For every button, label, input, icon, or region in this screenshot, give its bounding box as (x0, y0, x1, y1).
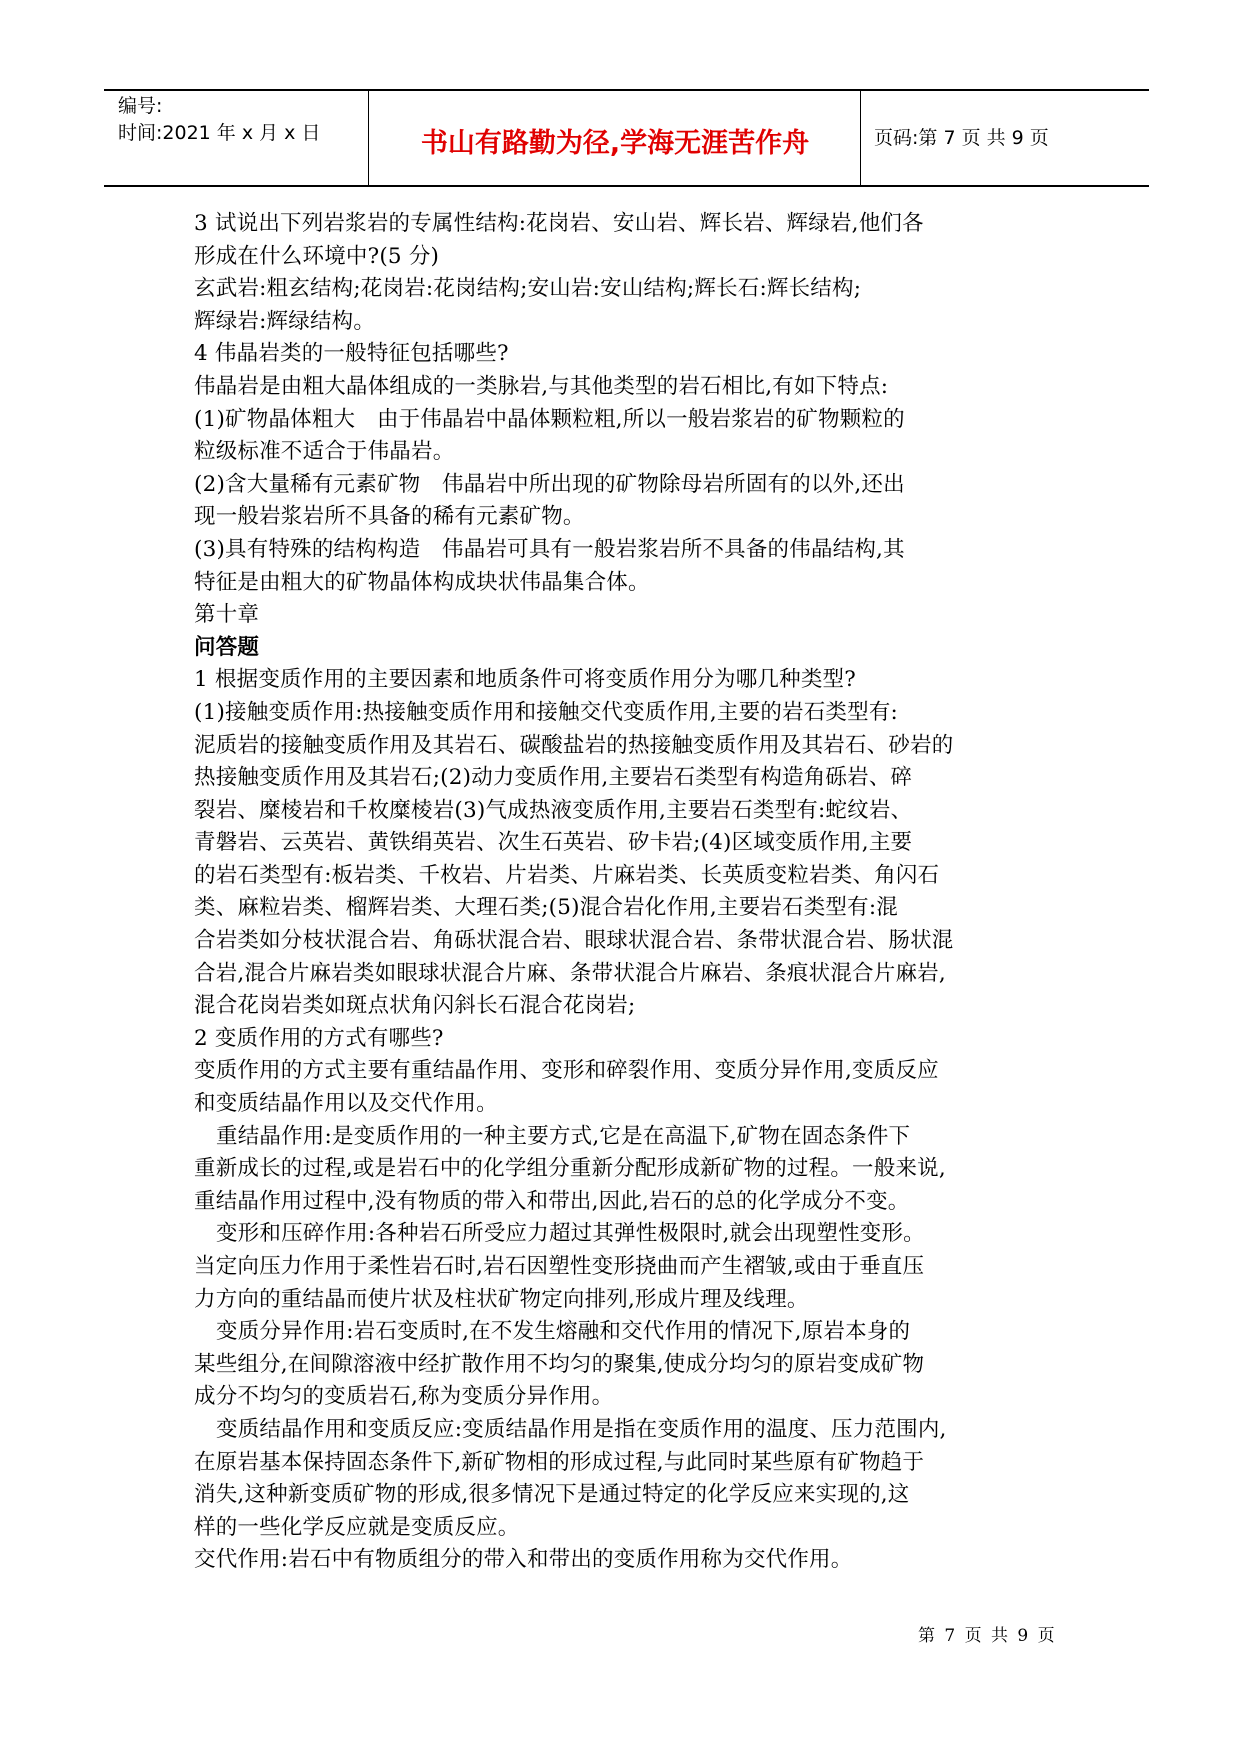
body-line: 特征是由粗大的矿物晶体构成块状伟晶集合体。 (194, 569, 650, 595)
body-line: 成分不均匀的变质岩石,称为变质分异作用。 (194, 1384, 614, 1410)
body-line: 合岩,混合片麻岩类如眼球状混合片麻、条带状混合片麻岩、条痕状混合片麻岩, (194, 960, 946, 986)
body-line: 热接触变质作用及其岩石;(2)动力变质作用,主要岩石类型有构造角砾岩、碎 (194, 765, 913, 791)
question-heading: 4 伟晶岩类的一般特征包括哪些? (194, 341, 509, 367)
body-line: 变形和压碎作用:各种岩石所受应力超过其弹性极限时,就会出现塑性变形。 (216, 1221, 925, 1247)
question-heading: 1 根据变质作用的主要因素和地质条件可将变质作用分为哪几种类型? (194, 667, 856, 693)
body-line: 辉绿岩:辉绿结构。 (194, 308, 376, 334)
header-motto-cell (370, 91, 861, 185)
body-line: 重结晶作用过程中,没有物质的带入和带出,因此,岩石的总的化学成分不变。 (194, 1188, 910, 1214)
header-page-cell (862, 91, 1149, 185)
document-number-label: 编号: (118, 95, 163, 117)
body-line: (3)具有特殊的结构构造 伟晶岩可具有一般岩浆岩所不具备的伟晶结构,其 (194, 536, 905, 562)
body-line: 3 试说出下列岩浆岩的专属性结构:花岗岩、安山岩、辉长岩、辉绿岩,他们各 (194, 211, 924, 236)
body-line: 的岩石类型有:板岩类、千枚岩、片岩类、片麻岩类、长英质变粒岩类、角闪石 (194, 862, 940, 888)
body-line: 混合花岗岩类如斑点状角闪斜长石混合花岗岩; (194, 993, 636, 1019)
body-line: 现一般岩浆岩所不具备的稀有元素矿物。 (194, 504, 585, 530)
body-line: 类、麻粒岩类、榴辉岩类、大理石类;(5)混合岩化作用,主要岩石类型有:混 (194, 895, 898, 921)
page-header (104, 89, 1149, 187)
body-line: 样的一些化学反应就是变质反应。 (194, 1514, 520, 1540)
body-line: 某些组分,在间隙溶液中经扩散作用不均匀的聚集,使成分均匀的原岩变成矿物 (194, 1351, 925, 1377)
body-line: 青磐岩、云英岩、黄铁绢英岩、次生石英岩、矽卡岩;(4)区域变质作用,主要 (194, 830, 913, 856)
body-line: (1)接触变质作用:热接触变质作用和接触交代变质作用,主要的岩石类型有: (194, 699, 898, 725)
body-line: 裂岩、糜棱岩和千枚糜棱岩(3)气成热液变质作用,主要岩石类型有:蛇纹岩、 (194, 797, 913, 823)
body-line: 力方向的重结晶而使片状及柱状矿物定向排列,形成片理及线理。 (194, 1286, 809, 1312)
body-line: 重新成长的过程,或是岩石中的化学组分重新分配形成新矿物的过程。一般来说, (194, 1156, 946, 1182)
body-line: 变质结晶作用和变质反应:变质结晶作用是指在变质作用的温度、压力范围内, (216, 1416, 947, 1442)
document-body (194, 208, 1064, 1577)
header-motto: 书山有路勤为径,学海无涯苦作舟 (420, 128, 810, 159)
body-line: 形成在什么环境中?(5 分) (194, 243, 440, 269)
body-line: 和变质结晶作用以及交代作用。 (194, 1091, 498, 1117)
body-line: 交代作用:岩石中有物质组分的带入和带出的变质作用称为交代作用。 (194, 1547, 853, 1573)
body-line: 当定向压力作用于柔性岩石时,岩石因塑性变形挠曲而产生褶皱,或由于垂直压 (194, 1254, 925, 1279)
body-line: (1)矿物晶体粗大 由于伟晶岩中晶体颗粒粗,所以一般岩浆岩的矿物颗粒的 (194, 406, 905, 432)
body-line: 变质分异作用:岩石变质时,在不发生熔融和交代作用的情况下,原岩本身的 (216, 1319, 911, 1345)
body-line: 在原岩基本保持固态条件下,新矿物相的形成过程,与此同时某些原有矿物趋于 (194, 1449, 925, 1475)
body-line: (2)含大量稀有元素矿物 伟晶岩中所出现的矿物除母岩所固有的以外,还出 (194, 471, 905, 497)
section-heading: 问答题 (194, 634, 260, 660)
body-line: 重结晶作用:是变质作用的一种主要方式,它是在高温下,矿物在固态条件下 (216, 1123, 911, 1149)
body-line: 合岩类如分枝状混合岩、角砾状混合岩、眼球状混合岩、条带状混合岩、肠状混 (194, 928, 954, 954)
body-line: 玄武岩:粗玄结构;花岗岩:花岗结构;安山岩:安山结构;辉长石:辉长结构; (194, 276, 862, 302)
page-footer: 第 7 页 共 9 页 (918, 1626, 1055, 1646)
header-info-cell (104, 91, 369, 185)
chapter-heading: 第十章 (194, 602, 260, 628)
question-heading: 2 变质作用的方式有哪些? (194, 1025, 444, 1051)
header-page-info: 页码:第 7 页 共 9 页 (874, 127, 1049, 149)
body-line: 粒级标准不适合于伟晶岩。 (194, 439, 455, 465)
body-line: 变质作用的方式主要有重结晶作用、变形和碎裂作用、变质分异作用,变质反应 (194, 1058, 939, 1084)
body-line: 伟晶岩是由粗大晶体组成的一类脉岩,与其他类型的岩石相比,有如下特点: (194, 373, 889, 399)
document-time-label: 时间:2021 年 x 月 x 日 (118, 122, 321, 144)
body-line: 消失,这种新变质矿物的形成,很多情况下是通过特定的化学反应来实现的,这 (194, 1482, 910, 1508)
body-line: 泥质岩的接触变质作用及其岩石、碳酸盐岩的热接触变质作用及其岩石、砂岩的 (194, 732, 954, 758)
